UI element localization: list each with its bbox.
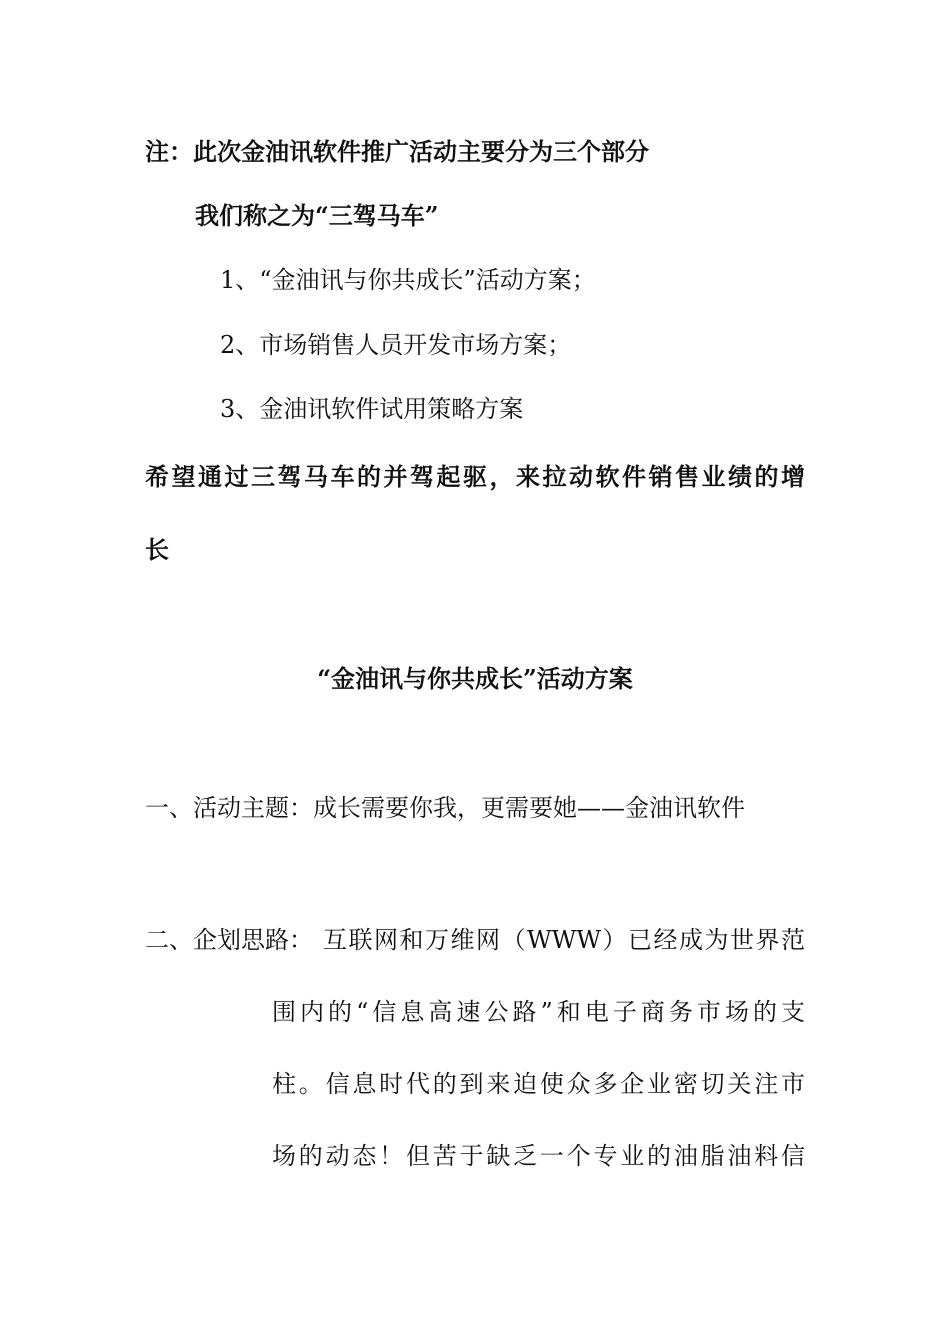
hope-statement-line2: 长 bbox=[145, 535, 169, 564]
note-heading: 注：此次金油讯软件推广活动主要分为三个部分 bbox=[145, 137, 649, 166]
plan-title: “金油讯与你共成长”活动方案 bbox=[317, 664, 633, 693]
plan-idea-text-line: 围内的“信息高速公路”和电子商务市场的支 bbox=[272, 998, 805, 1026]
note-list-item: 2、市场销售人员开发市场方案； bbox=[220, 331, 572, 359]
plan-theme: 一、活动主题：成长需要你我，更需要她——金油讯软件 bbox=[145, 794, 745, 822]
plan-idea-text-line: 柱。信息时代的到来迫使众多企业密切关注市 bbox=[272, 1070, 805, 1098]
plan-idea-label: 二、企划思路： bbox=[145, 926, 313, 954]
note-list-item: 3、金油讯软件试用策略方案 bbox=[220, 395, 524, 423]
hope-statement-line1: 希望通过三驾马车的并驾起驱，来拉动软件销售业绩的增 bbox=[145, 462, 805, 491]
plan-idea-text-line: 场的动态！但苦于缺乏一个专业的油脂油料信 bbox=[272, 1142, 805, 1170]
plan-idea-text-line: 互联网和万维网（WWW）已经成为世界范 bbox=[323, 926, 805, 954]
note-list-item: 1、“金油讯与你共成长”活动方案； bbox=[220, 266, 596, 294]
note-subheading: 我们称之为“三驾马车” bbox=[195, 201, 439, 230]
